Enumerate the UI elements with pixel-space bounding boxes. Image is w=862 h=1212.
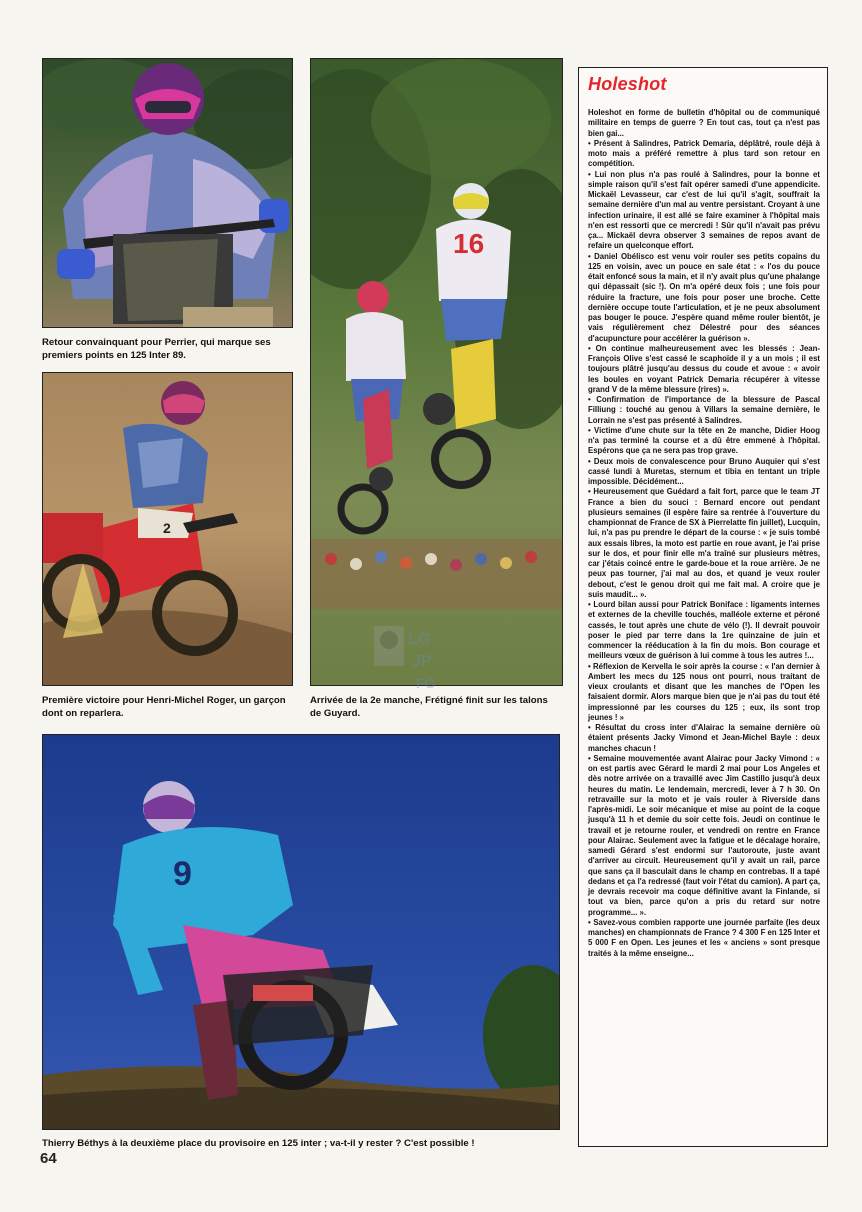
rider-number-16: 16 (453, 228, 485, 259)
photo-perrier (42, 58, 293, 328)
photo-jump-image (311, 59, 562, 685)
sidebar-paragraph: • Lourd bilan aussi pour Patrick Boniface : ligaments internes et externes de la cheville touchés, malléole externe et péroné cassés, le tout après une chute de vélo (!). Il devrait pouvoir poser le pied par terre dans la 1re quinzaine de juin et commencer la rééducation à la fin du mois. Bon courage et meilleurs vœux de guérison à lui comme à tous les autres !... (588, 600, 820, 661)
photo-perrier-image (43, 59, 292, 327)
sidebar-paragraph: • Réflexion de Kervella le soir après la course : « l'an dernier à Ambert les mecs du 125 nous ont pourri, nous traitant de vieux croulants et disant que les manches de l'Open les faisaient dormir. Alors marque bien que je n'ai pas du tout été impressionné par les courses du 125 ; eux, ils sont trop jeunes ! » (588, 661, 820, 722)
caption-roger: Première victoire pour Henri-Michel Roger, un garçon dont on reparlera. (42, 695, 286, 719)
sidebar-title: Holeshot (588, 74, 667, 94)
sidebar-paragraph: • Résultat du cross inter d'Alairac la semaine dernière où étaient présents Jacky Vimond et Jean-Michel Bayle : deux manches chacun ! (588, 723, 820, 753)
watermark-logo (372, 622, 460, 694)
lgjp-watermark-icon (372, 622, 460, 694)
sidebar-paragraph: • Lui non plus n'a pas roulé à Salindres, pour la bonne et simple raison qu'il s'est fait opérer samedi d'une appendicite. Mickaël Levasseur, car c'est de lui qu'il s'agit, souffrait la semaine dernière d'un mal au ventre persistant. Croyant à une infection urinaire, il est allé se faire examiner à l'hôpital mais n'en est ressorti que ce mercredi ! Sûr qu'il n'avait pas prévu ça... Mickaël devra observer 3 semaines de repos avant de refaire un quelconque effort. (588, 169, 820, 251)
svg-text:FG: FG (416, 675, 436, 691)
caption-bethys: Thierry Béthys à la deuxième place du provisoire en 125 inter ; va-t-il y rester ? C'est possible ! (42, 1138, 475, 1149)
sidebar-paragraph: • Deux mois de convalescence pour Bruno Auquier qui s'est cassé lundi à Muretas, sternum et tibia en tentant un triple impossible. Décidément... (588, 456, 820, 486)
sidebar-body (588, 108, 820, 959)
sidebar-paragraph: • On continue malheureusement avec les blessés : Jean-François Olive s'est cassé le scaphoïde il y a un mois ; il est toujours plâtré jusqu'au dessus du coude et avoue : « avoir les boules en voyant Patrick Demaria récupérer à vitesse grand V de la même blessure (rires) ». (588, 343, 820, 394)
sidebar-paragraph: • Semaine mouvementée avant Alairac pour Jacky Vimond : « on est partis avec Gérard le mardi 2 mai pour Los Angeles et dès notre arrivée on a travaillé avec Jim Castillo jusqu'à deux heures du matin. Le lendemain, mercredi, lever à 7 h 30. On retravaille sur la moto et je vais rouler à Riverside dans l'après-midi. Le soir mécanique et mise au point de la coque jusqu'à 11 h et demie du soir cette fois. Jeudi on continue le travail et je retourne rouler, et vendredi on rentre en France pour Alairac. Seulement avec la fatigue et le décalage horaire, samedi Gérard s'est endormi sur l'autoroute, juste avant d'arriver au circuit. Heureusement qu'il y avait un rail, parce que sans ça il basculait dans le champ en contrebas. Il a tapé dedans et ça l'a redressé (faut voir l'état du camion). A part ça, je devrais recevoir ma coque définitive avant la Finlande, si tout va bien, parce qu'on a pris du retard sur notre programme... ». (588, 753, 820, 917)
sidebar-paragraph: • Victime d'une chute sur la tête en 2e manche, Didier Hoog n'a pas terminé la course et a dû être emmené à l'hôpital. Espérons que ça ne sera pas trop grave. (588, 425, 820, 456)
svg-text:LG: LG (408, 631, 431, 648)
photo-bethys-image (43, 735, 559, 1129)
photo-roger-image (43, 373, 292, 685)
photo-henri-michel-roger (42, 372, 293, 686)
sidebar-paragraph: • Présent à Salindres, Patrick Demaria, déplâtré, roule déjà à moto mais a préféré remettre à plus tard son retour en compétition. (588, 138, 820, 169)
photo-fretigne-guyard (310, 58, 563, 686)
sidebar-paragraph: • Confirmation de l'importance de la blessure de Pascal Filliung : touché au genou à Villars la semaine dernière, le Lorrain ne s'est pas présenté à Salindres. (588, 395, 820, 425)
sidebar-paragraph: Holeshot en forme de bulletin d'hôpital ou de communiqué militaire en temps de guerre ? En tout cas, tout ça n'est pas bien gai... (588, 108, 820, 138)
svg-text:2: 2 (163, 520, 171, 536)
sidebar-paragraph: • Daniel Obélisco est venu voir rouler ses petits copains du 125 en voisin, avec un pouce en sale état : « l'os du pouce était enfoncé sous la main, et il n'y avait plus qu'une phalange qui dépassait (sic !). On m'a opéré deux fois ; une fois pour réduire la fracture, une fois pour poser une broche. Cette dernière occupe toute l'articulation, et je ne peux absolument pas bouger le pouce. J'espère quand même rouler bientôt, je vais régulièrement chez Délestré pour des séances d'acupuncture pour accélérer la guérison ». (588, 251, 820, 343)
photo-bethys (42, 734, 560, 1130)
sidebar-paragraph: • Savez-vous combien rapporte une journée parfaite (les deux manches) en championnats de France ? 4 300 F en 125 Inter et 5 000 F en Open. Les jeunes et les « anciens » sont presque traités à la même enseigne... (588, 917, 820, 958)
holeshot-sidebar (578, 67, 828, 1147)
page-number: 64 (40, 1150, 57, 1167)
caption-fretigne: Arrivée de la 2e manche, Frétigné finit sur les talons de Guyard. (310, 695, 548, 719)
svg-text:JP: JP (412, 653, 432, 670)
sidebar-paragraph: • Heureusement que Guédard a fait fort, parce que le team JT France a bien du souci : Bernard encore out pendant plusieurs semaines (il espère faire sa rentrée à l'ouverture du championnat de France de SX à Pierrelatte fin juillet), Lucquin, lui, n'a pas pu prendre le départ de la course : « je suis tombé aux essais libres, la moto est partie en roue avant, je l'ai prise sur le dos, et pour finir elle m'a traîné sur plusieurs mètres, car j'étais coincé entre le garde-boue et la roue arrière. Je ne peux pas tourner, j'ai mal au dos, et quand je veux rouler debout, c'est le genou droit qui me fait mal. A croire que je suis maudit... ». (588, 487, 820, 599)
rider-number-9: 9 (173, 855, 192, 893)
caption-perrier: Retour convainquant pour Perrier, qui marque ses premiers points en 125 Inter 89. (42, 337, 271, 361)
